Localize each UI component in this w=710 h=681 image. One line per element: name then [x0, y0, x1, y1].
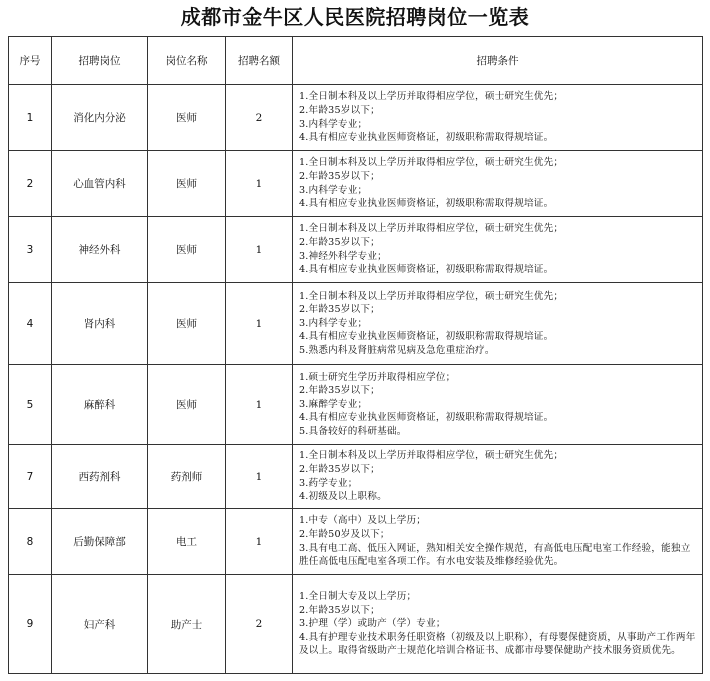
- row-seq: 3: [9, 217, 52, 283]
- requirement-line: 2.年龄50岁及以下；: [299, 528, 390, 540]
- requirement-line: 3.内科学专业；: [299, 317, 368, 329]
- table-row: [9, 575, 703, 674]
- requirement-line: 1.全日制本科及以上学历并取得相应学位，硕士研究生优先；: [299, 157, 564, 169]
- table-row: [9, 283, 703, 365]
- row-dept: 神经外科: [52, 217, 148, 283]
- requirement-line: 2.年龄35岁以下；: [299, 385, 380, 397]
- requirement-line: 1.全日制本科及以上学历并取得相应学位，硕士研究生优先；: [299, 223, 564, 235]
- requirement-line: 2.年龄35岁以下；: [299, 463, 380, 475]
- row-quota: 1: [226, 365, 293, 445]
- row-quota: 2: [226, 85, 293, 151]
- row-seq: 8: [9, 509, 52, 575]
- row-seq: 5: [9, 365, 52, 445]
- requirement-line: 4.具有相应专业执业医师资格证，初级职称需取得规培证。: [299, 198, 554, 210]
- row-position-name: 助产士: [148, 575, 226, 674]
- requirement-line: 1.硕士研究生学历并取得相应学位；: [299, 371, 456, 383]
- row-requirements: [293, 365, 703, 445]
- header-requirements: 招聘条件: [293, 37, 703, 85]
- table-row: [9, 509, 703, 575]
- row-position-name: 医师: [148, 151, 226, 217]
- row-requirements: [293, 217, 703, 283]
- header-position-name: 岗位名称: [148, 37, 226, 85]
- requirement-line: 2.年龄35岁以下；: [299, 170, 380, 182]
- row-requirements: [293, 283, 703, 365]
- row-position-name: 医师: [148, 85, 226, 151]
- requirement-line: 3.麻醉学专业；: [299, 398, 368, 410]
- row-position-name: 电工: [148, 509, 226, 575]
- row-requirements: [293, 575, 703, 674]
- row-requirements: [293, 151, 703, 217]
- requirement-line: 3.内科学专业；: [299, 118, 368, 130]
- row-position-name: 医师: [148, 217, 226, 283]
- row-quota: 1: [226, 445, 293, 509]
- row-seq: 7: [9, 445, 52, 509]
- table-row: [9, 151, 703, 217]
- row-dept: 心血管内科: [52, 151, 148, 217]
- row-requirements: [293, 85, 703, 151]
- row-dept: 肾内科: [52, 283, 148, 365]
- requirement-line: 1.全日制本科及以上学历并取得相应学位，硕士研究生优先；: [299, 450, 564, 462]
- header-quota: 招聘名额: [226, 37, 293, 85]
- recruitment-table: [8, 36, 703, 674]
- page-title: 成都市金牛区人民医院招聘岗位一览表: [180, 5, 530, 29]
- requirement-line: 5.熟悉内科及肾脏病常见病及急危重症治疗。: [299, 344, 495, 356]
- row-seq: 2: [9, 151, 52, 217]
- requirement-line: 3.内科学专业；: [299, 184, 368, 196]
- requirement-line: 2.年龄35岁以下；: [299, 236, 380, 248]
- row-dept: 西药剂科: [52, 445, 148, 509]
- requirement-line: 3.药学专业；: [299, 477, 358, 489]
- row-quota: 1: [226, 217, 293, 283]
- row-quota: 1: [226, 509, 293, 575]
- table-row: [9, 365, 703, 445]
- requirement-line: 2.年龄35岁以下；: [299, 304, 380, 316]
- requirement-line: 1.中专（高中）及以上学历；: [299, 515, 427, 527]
- row-position-name: 医师: [148, 365, 226, 445]
- requirement-line: 1.全日制本科及以上学历并取得相应学位，硕士研究生优先；: [299, 91, 564, 103]
- row-seq: 9: [9, 575, 52, 674]
- row-quota: 1: [226, 283, 293, 365]
- requirement-line: 1.全日制本科及以上学历并取得相应学位，硕士研究生优先；: [299, 290, 564, 302]
- requirement-line: 4.初级及以上职称。: [299, 491, 387, 503]
- row-dept: 妇产科: [52, 575, 148, 674]
- header-dept: 招聘岗位: [52, 37, 148, 85]
- row-dept: 后勤保障部: [52, 509, 148, 575]
- row-seq: 1: [9, 85, 52, 151]
- row-requirements: [293, 445, 703, 509]
- row-requirements: [293, 509, 703, 575]
- requirement-line: 2.年龄35岁以下；: [299, 104, 380, 116]
- requirement-line: 4.具有相应专业执业医师资格证，初级职称需取得规培证。: [299, 264, 554, 276]
- requirement-line: 4.具有相应专业执业医师资格证，初级职称需取得规培证。: [299, 331, 554, 343]
- row-quota: 1: [226, 151, 293, 217]
- row-quota: 2: [226, 575, 293, 674]
- requirement-line: 3.神经外科学专业；: [299, 250, 387, 262]
- row-position-name: 药剂师: [148, 445, 226, 509]
- requirement-line: 3.具有电工高、低压入网证，熟知相关安全操作规范，有高低电压配电室工作经验，能独立胜任高低电压配电室各项工作。有水电安装及维修经验优先。: [299, 542, 691, 568]
- table-row: [9, 85, 703, 151]
- table-row: [9, 445, 703, 509]
- requirement-line: 4.具有护理专业技术职务任职资格（初级及以上职称），有母婴保健资质，从事助产工作两年及以上。取得省级助产士规范化培训合格证书、成都市母婴保健助产技术服务资质优先。: [299, 631, 696, 657]
- requirement-line: 2.年龄35岁以下；: [299, 604, 380, 616]
- table-row: [9, 217, 703, 283]
- requirement-line: 4.具有相应专业执业医师资格证，初级职称需取得规培证。: [299, 412, 554, 424]
- header-seq: 序号: [9, 37, 52, 85]
- requirement-line: 3.护理（学）或助产（学）专业；: [299, 618, 446, 630]
- row-position-name: 医师: [148, 283, 226, 365]
- requirement-line: 5.具备较好的科研基础。: [299, 425, 407, 437]
- row-dept: 麻醉科: [52, 365, 148, 445]
- requirement-line: 1.全日制大专及以上学历；: [299, 591, 417, 603]
- row-dept: 消化内分泌: [52, 85, 148, 151]
- table-header-row: [9, 37, 703, 85]
- requirement-line: 4.具有相应专业执业医师资格证，初级职称需取得规培证。: [299, 132, 554, 144]
- row-seq: 4: [9, 283, 52, 365]
